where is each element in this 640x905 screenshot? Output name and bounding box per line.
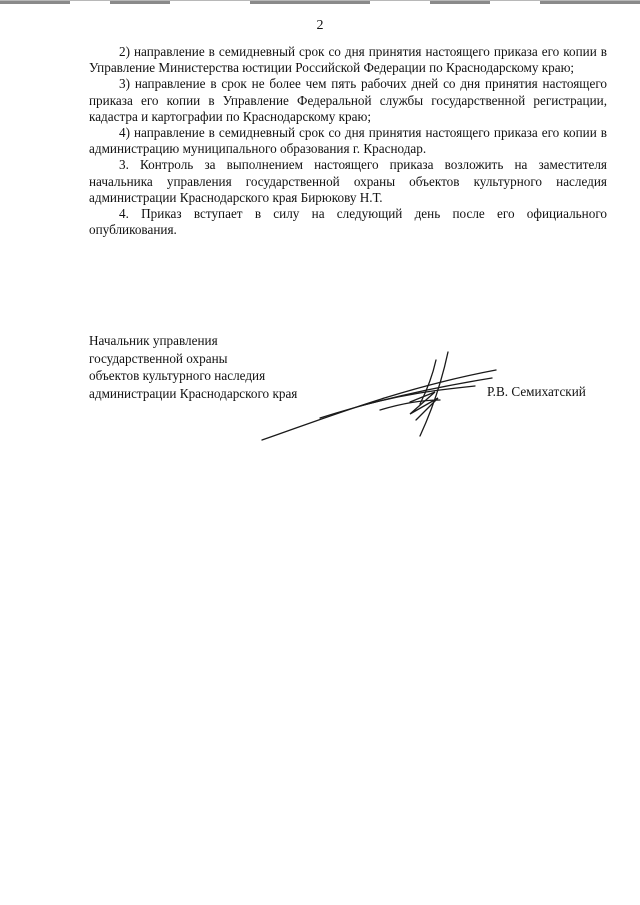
paragraph-item-3: 3) направление в срок не более чем пять рабочих дней со дня принятия настоящего приказа его копии в Управление Федеральной службы государственной регистрации, кадастра и картографии по Краснодарскому краю; (89, 76, 607, 124)
document-body (89, 44, 607, 238)
paragraph-item-4: 4) направление в семидневный срок со дня принятия настоящего приказа его копии в администрацию муниципального образования г. Краснодар. (89, 125, 607, 157)
signatory-name: Р.В. Семихатский (487, 384, 586, 399)
scan-edge (0, 0, 640, 7)
signature-stroke (410, 392, 438, 420)
page-number: 2 (316, 18, 324, 33)
paragraph-control: 3. Контроль за выполнением настоящего приказа возложить на заместителя начальника управления государственной охраны объектов культурного наследия администрации Краснодарского края Бирюкову Н.Т. (89, 157, 607, 205)
paragraph-item-2: 2) направление в семидневный срок со дня принятия настоящего приказа его копии в Управление Министерства юстиции Российской Федерации по Краснодарскому краю; (89, 44, 607, 76)
signature-stroke (262, 370, 496, 440)
signatory-title-line: государственной охраны (89, 350, 228, 366)
signatory-title-line: Начальник управления (89, 333, 218, 348)
signatory-title-line: объектов культурного наследия (89, 368, 266, 383)
signature-stroke (320, 378, 492, 418)
paragraph-effective: 4. Приказ вступает в силу на следующий день после его официального опубликования. (89, 206, 607, 238)
handwritten-signature (260, 340, 500, 450)
signatory-title-line: администрации Краснодарского края (89, 385, 298, 401)
